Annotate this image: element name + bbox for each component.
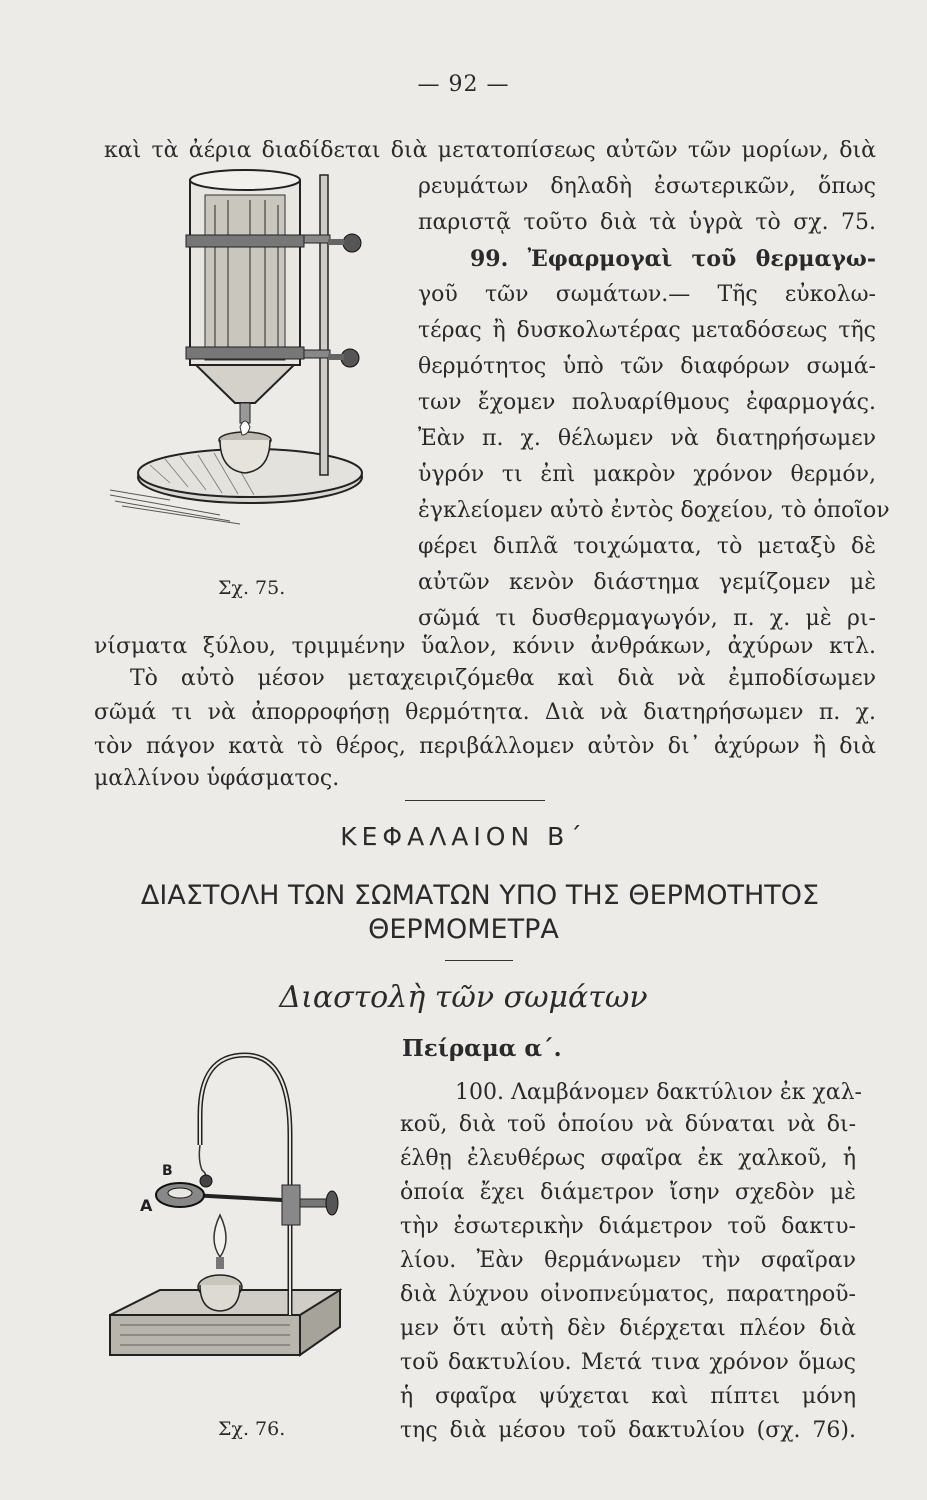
text-line: λίου. Ἐὰν θερμάνωμεν τὴν σφαῖραν bbox=[400, 1248, 856, 1273]
text-line: ὁποία ἔχει διάμετρον ἴσην σχεδὸν μὲ bbox=[400, 1180, 856, 1205]
text-line: Τὸ αὐτὸ μέσον μεταχειριζόμεθα καὶ διὰ νὰ ἐμποδίσωμεν bbox=[130, 666, 876, 691]
text-line: καὶ τὰ ἀέρια διαδίδεται διὰ μετατοπίσεως αὐτῶν τῶν μορίων, διὰ bbox=[104, 138, 876, 163]
section-title: Διαστολὴ τῶν σωμάτων bbox=[279, 980, 648, 1015]
figure-75-illustration bbox=[110, 165, 370, 525]
text-line: των ἔχομεν πολυαρίθμους ἐφαρμογάς. bbox=[418, 390, 876, 415]
page-number: — 92 — bbox=[417, 72, 510, 97]
figure-75-caption: Σχ. 75. bbox=[218, 577, 286, 599]
chapter-subtitle: ΘΕΡΜΟΜΕΤΡΑ bbox=[368, 914, 559, 945]
text-line: διὰ λύχνου οἰνοπνεύματος, παρατηροῦ- bbox=[400, 1282, 856, 1307]
text-line: 100. Λαμβάνομεν δακτύλιον ἐκ χαλ- bbox=[455, 1080, 862, 1105]
figure-76-label-b: B bbox=[162, 1163, 173, 1179]
text-line: παριστᾷ τοῦτο διὰ τὰ ὑγρὰ τὸ σχ. 75. bbox=[418, 210, 876, 235]
divider-rule bbox=[445, 960, 513, 961]
text-line: μεν ὅτι αὐτὴ δὲν διέρχεται πλέον διὰ bbox=[400, 1316, 856, 1341]
text-line: Ἐὰν π. χ. θέλωμεν νὰ διατηρήσωμεν bbox=[418, 426, 876, 451]
experiment-heading: Πείραμα α΄. bbox=[402, 1035, 562, 1062]
chapter-title: ΔΙΑΣΤΟΛΗ ΤΩΝ ΣΩΜΑΤΩΝ ΥΠΟ ΤΗΣ ΘΕΡΜΟΤΗΤΟΣ bbox=[140, 880, 820, 911]
text-line: έλθῃ ἐλευθέρως σφαῖρα ἐκ χαλκοῦ, ἡ bbox=[400, 1146, 856, 1171]
text-line: φέρει διπλᾶ τοιχώματα, τὸ μεταξὺ δὲ bbox=[418, 534, 876, 559]
text-line: ἡ σφαῖρα ψύχεται καὶ πίπτει μόνη bbox=[400, 1384, 856, 1409]
text-line: αὐτῶν κενὸν διάστημα γεμίζομεν μὲ bbox=[418, 570, 876, 595]
figure-76-caption: Σχ. 76. bbox=[218, 1418, 286, 1440]
text-line: τοῦ δακτυλίου. Μετά τινα χρόνον ὅμως bbox=[400, 1350, 856, 1375]
text-line: νίσματα ξύλου, τριμμένην ὕαλον, κόνιν ἀνθράκων, ἀχύρων κτλ. bbox=[94, 634, 876, 659]
text-line: τὸν πάγον κατὰ τὸ θέρος, περιβάλλομεν αὐτὸν δι᾿ ἀχύρων ἢ διὰ bbox=[94, 734, 876, 759]
divider-rule bbox=[405, 800, 545, 801]
text-line: ὑγρόν τι ἐπὶ μακρὸν χρόνον θερμόν, bbox=[418, 462, 876, 487]
text-line: κοῦ, διὰ τοῦ ὁποίου νὰ δύναται νὰ δι- bbox=[400, 1112, 856, 1137]
text-line: τὴν ἐσωτερικὴν διάμετρον τοῦ δακτυ- bbox=[400, 1214, 856, 1239]
figure-76-illustration bbox=[100, 1035, 380, 1375]
text-line: τέρας ἢ δυσκολωτέρας μεταδόσεως τῆς bbox=[418, 318, 876, 343]
text-line: μαλλίνου ὑφάσματος. bbox=[94, 766, 340, 791]
text-line: ἐγκλείομεν αὐτὸ ἐντὸς δοχείου, τὸ ὁποῖον bbox=[418, 498, 890, 523]
text-line: ρευμάτων δηλαδὴ ἐσωτερικῶν, ὅπως bbox=[418, 174, 876, 199]
text-line: της διὰ μέσου τοῦ δακτυλίου (σχ. 76). bbox=[400, 1418, 856, 1443]
text-line: γοῦ τῶν σωμάτων.— Τῆς εὐκολω- bbox=[418, 282, 876, 307]
section-heading-99: 99. Ἐφαρμογαὶ τοῦ θερμαγω- bbox=[470, 246, 876, 272]
text-line: σῶμά τι νὰ ἀπορροφήσῃ θερμότητα. Διὰ νὰ διατηρήσωμεν π. χ. bbox=[94, 700, 876, 725]
chapter-label: ΚΕΦΑΛΑΙΟΝ Β΄ bbox=[340, 822, 587, 851]
text-line: σῶμά τι δυσθερμαγωγόν, π. χ. μὲ ρι- bbox=[418, 606, 876, 631]
figure-76-label-a: A bbox=[140, 1196, 153, 1215]
text-line: θερμότητος ὑπὸ τῶν διαφόρων σωμά- bbox=[418, 354, 876, 379]
